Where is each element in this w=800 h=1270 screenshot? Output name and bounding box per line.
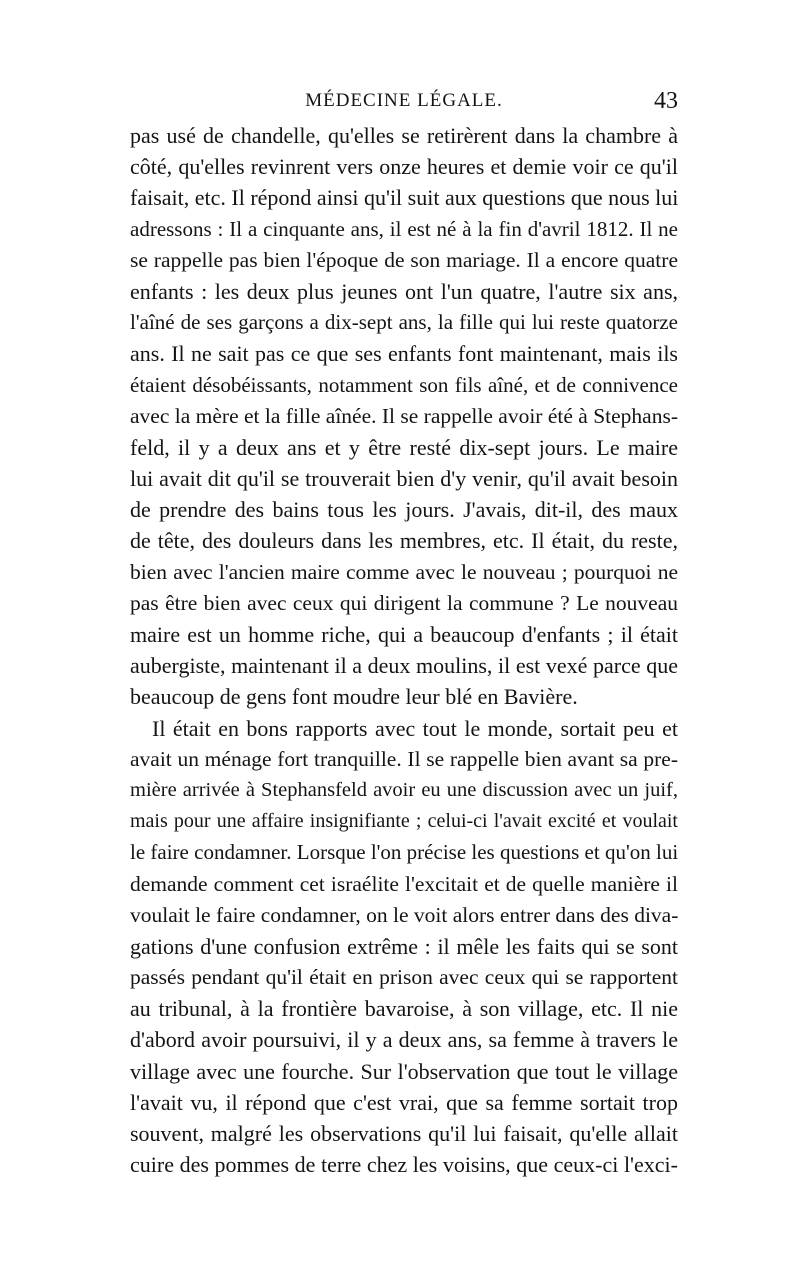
- text-line: faisait, etc. Il répond ainsi qu'il suit aux questions que nous lui: [130, 185, 679, 211]
- text-line: ans. Il ne sait pas ce que ses enfants font maintenant, mais ils: [130, 341, 678, 367]
- text-line: le faire condamner. Lorsque l'on précise les questions et qu'on lui: [130, 840, 679, 865]
- text-line: côté, qu'elles revinrent vers onze heures et demie voir ce qu'il: [130, 154, 678, 180]
- text-line: avait un ménage fort tranquille. Il se rappelle bien avant sa pre-: [130, 746, 678, 771]
- text-line: voulait le faire condamner, on le voit alors entrer dans des diva-: [130, 902, 679, 927]
- text-line: gations d'une confusion extrême : il mêle les faits qui se sont: [130, 933, 678, 959]
- text-line: étaient désobéissants, notamment son fils aîné, et de connivence: [130, 372, 678, 397]
- text-line: adressons : Il a cinquante ans, il est né à la fin d'avril 1812. Il ne: [130, 216, 678, 241]
- body-text: [130, 120, 678, 1180]
- running-title: MÉDECINE LÉGALE.: [305, 90, 503, 111]
- text-line: passés pendant qu'il était en prison avec ceux qui se rapportent: [130, 965, 678, 990]
- text-line: lui avait dit qu'il se trouverait bien d'y venir, qu'il avait besoin: [130, 466, 678, 492]
- text-line: mais pour une affaire insignifiante ; celui-ci l'avait excité et voulait: [130, 810, 678, 833]
- text-line: avec la mère et la fille aînée. Il se rappelle avoir été à Stephans-: [130, 403, 678, 428]
- text-line: cuire des pommes de terre chez les voisins, que ceux-ci l'exci-: [130, 1152, 678, 1178]
- text-line: de tête, des douleurs dans les membres, etc. Il était, du reste,: [130, 528, 678, 554]
- text-line: Il était en bons rapports avec tout le monde, sortait peu et: [152, 715, 678, 741]
- running-head: [130, 88, 678, 114]
- text-line: se rappelle pas bien l'époque de son mariage. Il a encore quatre: [130, 247, 678, 272]
- text-line: maire est un homme riche, qui a beaucoup d'enfants ; il était: [130, 622, 678, 647]
- text-line: demande comment cet israélite l'excitait et de quelle manière il: [130, 871, 678, 896]
- text-line: village avec une fourche. Sur l'observation que tout le village: [130, 1058, 678, 1084]
- text-line: mière arrivée à Stephansfeld avoir eu une discussion avec un juif,: [130, 778, 678, 801]
- text-line: bien avec l'ancien maire comme avec le nouveau ; pourquoi ne: [130, 559, 678, 584]
- text-line: d'abord avoir poursuivi, il y a deux ans, sa femme à travers le: [130, 1027, 678, 1053]
- page-number: 43: [654, 88, 678, 114]
- text-line: l'aîné de ses garçons a dix-sept ans, la fille qui lui reste quatorze: [130, 310, 678, 335]
- text-line: l'avait vu, il répond que c'est vrai, que sa femme sortait trop: [130, 1089, 678, 1115]
- text-line: aubergiste, maintenant il a deux moulins, il est vexé parce que: [130, 653, 678, 679]
- text-line: souvent, malgré les observations qu'il lui faisait, qu'elle allait: [130, 1121, 678, 1146]
- text-line: pas usé de chandelle, qu'elles se retirèrent dans la chambre à: [130, 123, 678, 148]
- text-line: de prendre des bains tous les jours. J'avais, dit-il, des maux: [130, 497, 678, 523]
- text-line: enfants : les deux plus jeunes ont l'un quatre, l'autre six ans,: [130, 278, 678, 304]
- text-line: pas être bien avec ceux qui dirigent la commune ? Le nouveau: [130, 590, 678, 615]
- text-line: feld, il y a deux ans et y être resté dix-sept jours. Le maire: [130, 434, 678, 460]
- text-line: beaucoup de gens font moudre leur blé en Bavière.: [130, 684, 578, 710]
- text-line: au tribunal, à la frontière bavaroise, à son village, etc. Il nie: [130, 996, 678, 1022]
